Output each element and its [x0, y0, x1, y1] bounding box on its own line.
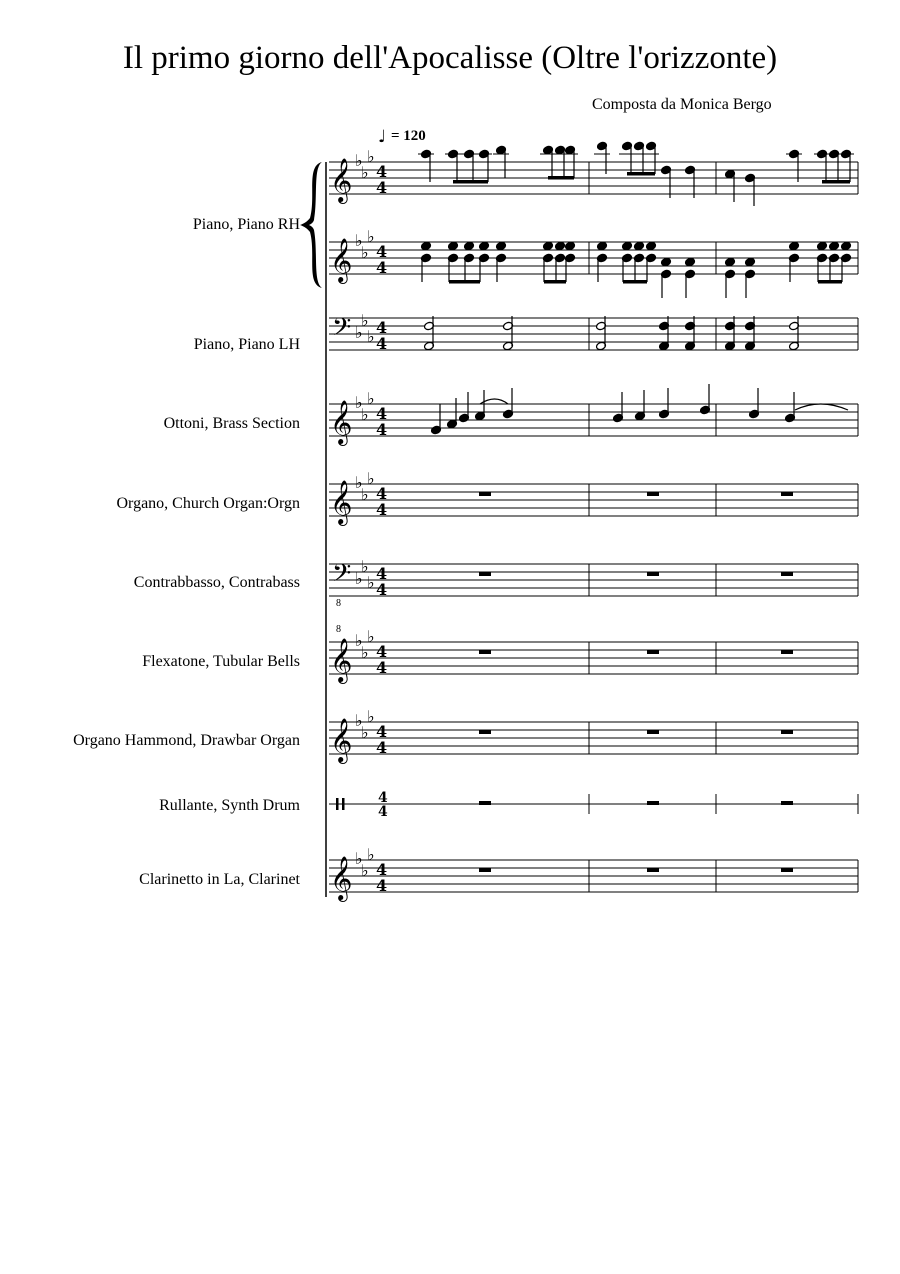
time-signature-top: 4 [376, 642, 388, 661]
note-head [565, 241, 576, 251]
note-beam [627, 172, 655, 176]
label-contrabass: Contrabbasso, Contrabass [133, 574, 300, 591]
whole-rest [781, 868, 793, 872]
note-head [496, 241, 507, 251]
staff-10 [329, 845, 858, 902]
key-flat-icon: ♭ [367, 227, 375, 246]
key-flat-icon: ♭ [367, 389, 375, 408]
percussion-clef-icon [336, 798, 339, 810]
key-flat-icon: ♭ [367, 327, 375, 346]
time-signature-bottom: 4 [376, 500, 388, 519]
whole-rest [781, 730, 793, 734]
time-signature-bottom: 4 [376, 420, 388, 439]
staff-7 [329, 624, 858, 684]
staff-6 [329, 557, 858, 609]
key-flat-icon: ♭ [361, 557, 369, 576]
whole-rest [647, 572, 659, 576]
note-head [464, 241, 475, 251]
whole-rest [647, 868, 659, 872]
key-flat-icon: ♭ [355, 569, 363, 588]
treble-clef-icon: 𝄞 [330, 718, 353, 762]
note-head [841, 241, 852, 251]
time-signature-bottom: 4 [376, 876, 388, 895]
whole-rest [479, 572, 491, 576]
staff-9 [329, 790, 858, 820]
piano-brace-icon [300, 162, 322, 288]
label-piano-lh: Piano, Piano LH [193, 336, 300, 353]
whole-rest [479, 650, 491, 654]
bass-clef-icon: 𝄢 [332, 313, 352, 348]
time-signature-bottom: 4 [376, 258, 388, 277]
whole-rest [647, 801, 659, 805]
treble-clef-icon: 𝄞 [330, 638, 353, 682]
note-head [745, 257, 756, 267]
key-flat-icon: ♭ [367, 469, 375, 488]
time-signature-top: 4 [376, 722, 388, 741]
time-signature-bottom: 4 [376, 738, 388, 757]
note-head [789, 241, 800, 251]
time-signature-top: 4 [376, 242, 388, 261]
time-signature-bottom: 4 [376, 334, 388, 353]
key-flat-icon: ♭ [361, 643, 369, 662]
key-flat-icon: ♭ [367, 147, 375, 166]
label-synth-drum: Rullante, Synth Drum [159, 797, 300, 814]
key-flat-icon: ♭ [355, 849, 363, 868]
note-beam [548, 176, 574, 180]
whole-rest [647, 492, 659, 496]
tempo-note-icon: ♩ [378, 127, 387, 147]
staff-2 [329, 227, 858, 284]
key-flat-icon: ♭ [355, 473, 363, 492]
note-beam [623, 280, 647, 284]
key-flat-icon: ♭ [361, 243, 369, 262]
label-clarinet: Clarinetto in La, Clarinet [139, 871, 300, 888]
staff-5 [329, 469, 858, 526]
note-head [829, 241, 840, 251]
key-flat-icon: ♭ [361, 311, 369, 330]
bass-clef-icon: 𝄢 [332, 559, 352, 594]
staff-8 [329, 707, 858, 764]
label-hammond: Organo Hammond, Drawbar Organ [73, 732, 300, 749]
time-signature-bottom: 4 [376, 658, 388, 677]
percussion-clef-icon [342, 798, 345, 810]
key-flat-icon: ♭ [361, 485, 369, 504]
note-head [421, 241, 432, 251]
time-signature-top: 4 [376, 484, 388, 503]
note-head [597, 241, 608, 251]
time-signature-top: 4 [376, 564, 388, 583]
composer-credit: Composta da Monica Bergo [592, 96, 772, 113]
note-head [661, 257, 672, 267]
note-head [646, 241, 657, 251]
note-head [725, 257, 736, 267]
note-beam [453, 180, 488, 184]
key-flat-icon: ♭ [367, 573, 375, 592]
key-flat-icon: ♭ [361, 405, 369, 424]
note-head [448, 241, 459, 251]
treble-clef-icon: 𝄞 [330, 400, 353, 444]
label-brass: Ottoni, Brass Section [163, 415, 300, 432]
whole-rest [479, 492, 491, 496]
treble-clef-icon: 𝄞 [330, 480, 353, 524]
treble-clef-icon: 𝄞 [330, 158, 353, 202]
time-signature-top: 4 [376, 860, 388, 879]
time-signature-top: 4 [376, 404, 388, 423]
key-flat-icon: ♭ [355, 231, 363, 250]
tie-curve [795, 404, 848, 410]
note-beam [449, 280, 480, 284]
score-title: Il primo giorno dell'Apocalisse (Oltre l'orizzonte) [122, 40, 778, 76]
whole-rest [647, 730, 659, 734]
whole-rest [781, 492, 793, 496]
octave-mark: 8 [336, 624, 341, 635]
time-signature-bottom: 4 [376, 580, 388, 599]
note-beam [822, 180, 850, 184]
key-flat-icon: ♭ [361, 723, 369, 742]
note-head [543, 241, 554, 251]
key-flat-icon: ♭ [355, 711, 363, 730]
tempo-marking: = 120 [391, 128, 426, 144]
note-beam [818, 280, 842, 284]
note-head [555, 241, 566, 251]
key-flat-icon: ♭ [361, 861, 369, 880]
time-signature-bottom: 4 [376, 178, 388, 197]
time-signature-top: 4 [376, 162, 388, 181]
note-beam [544, 280, 566, 284]
note-head [817, 241, 828, 251]
key-flat-icon: ♭ [367, 707, 375, 726]
octave-mark: 8 [336, 598, 341, 609]
key-flat-icon: ♭ [355, 151, 363, 170]
staff-4 [329, 389, 858, 446]
time-signature-top: 4 [378, 790, 388, 806]
whole-rest [479, 730, 491, 734]
label-church-organ: Organo, Church Organ:Orgn [116, 495, 300, 512]
notation-marks [418, 141, 854, 435]
whole-rest [479, 868, 491, 872]
whole-rest [781, 650, 793, 654]
key-flat-icon: ♭ [367, 845, 375, 864]
label-flexatone: Flexatone, Tubular Bells [142, 653, 300, 670]
note-head [634, 241, 645, 251]
label-piano-rh: Piano, Piano RH [192, 216, 300, 233]
whole-rest [647, 650, 659, 654]
key-flat-icon: ♭ [355, 631, 363, 650]
key-flat-icon: ♭ [367, 627, 375, 646]
key-flat-icon: ♭ [355, 393, 363, 412]
key-flat-icon: ♭ [355, 323, 363, 342]
whole-rest [781, 572, 793, 576]
treble-clef-icon: 𝄞 [330, 238, 353, 282]
whole-rest [781, 801, 793, 805]
note-head [685, 257, 696, 267]
time-signature-top: 4 [376, 318, 388, 337]
whole-rest [479, 801, 491, 805]
time-signature-bottom: 4 [378, 804, 388, 820]
treble-clef-icon: 𝄞 [330, 856, 353, 900]
note-head [622, 241, 633, 251]
note-head [479, 241, 490, 251]
staff-3 [329, 311, 858, 353]
key-flat-icon: ♭ [361, 163, 369, 182]
staff-1 [329, 147, 858, 204]
